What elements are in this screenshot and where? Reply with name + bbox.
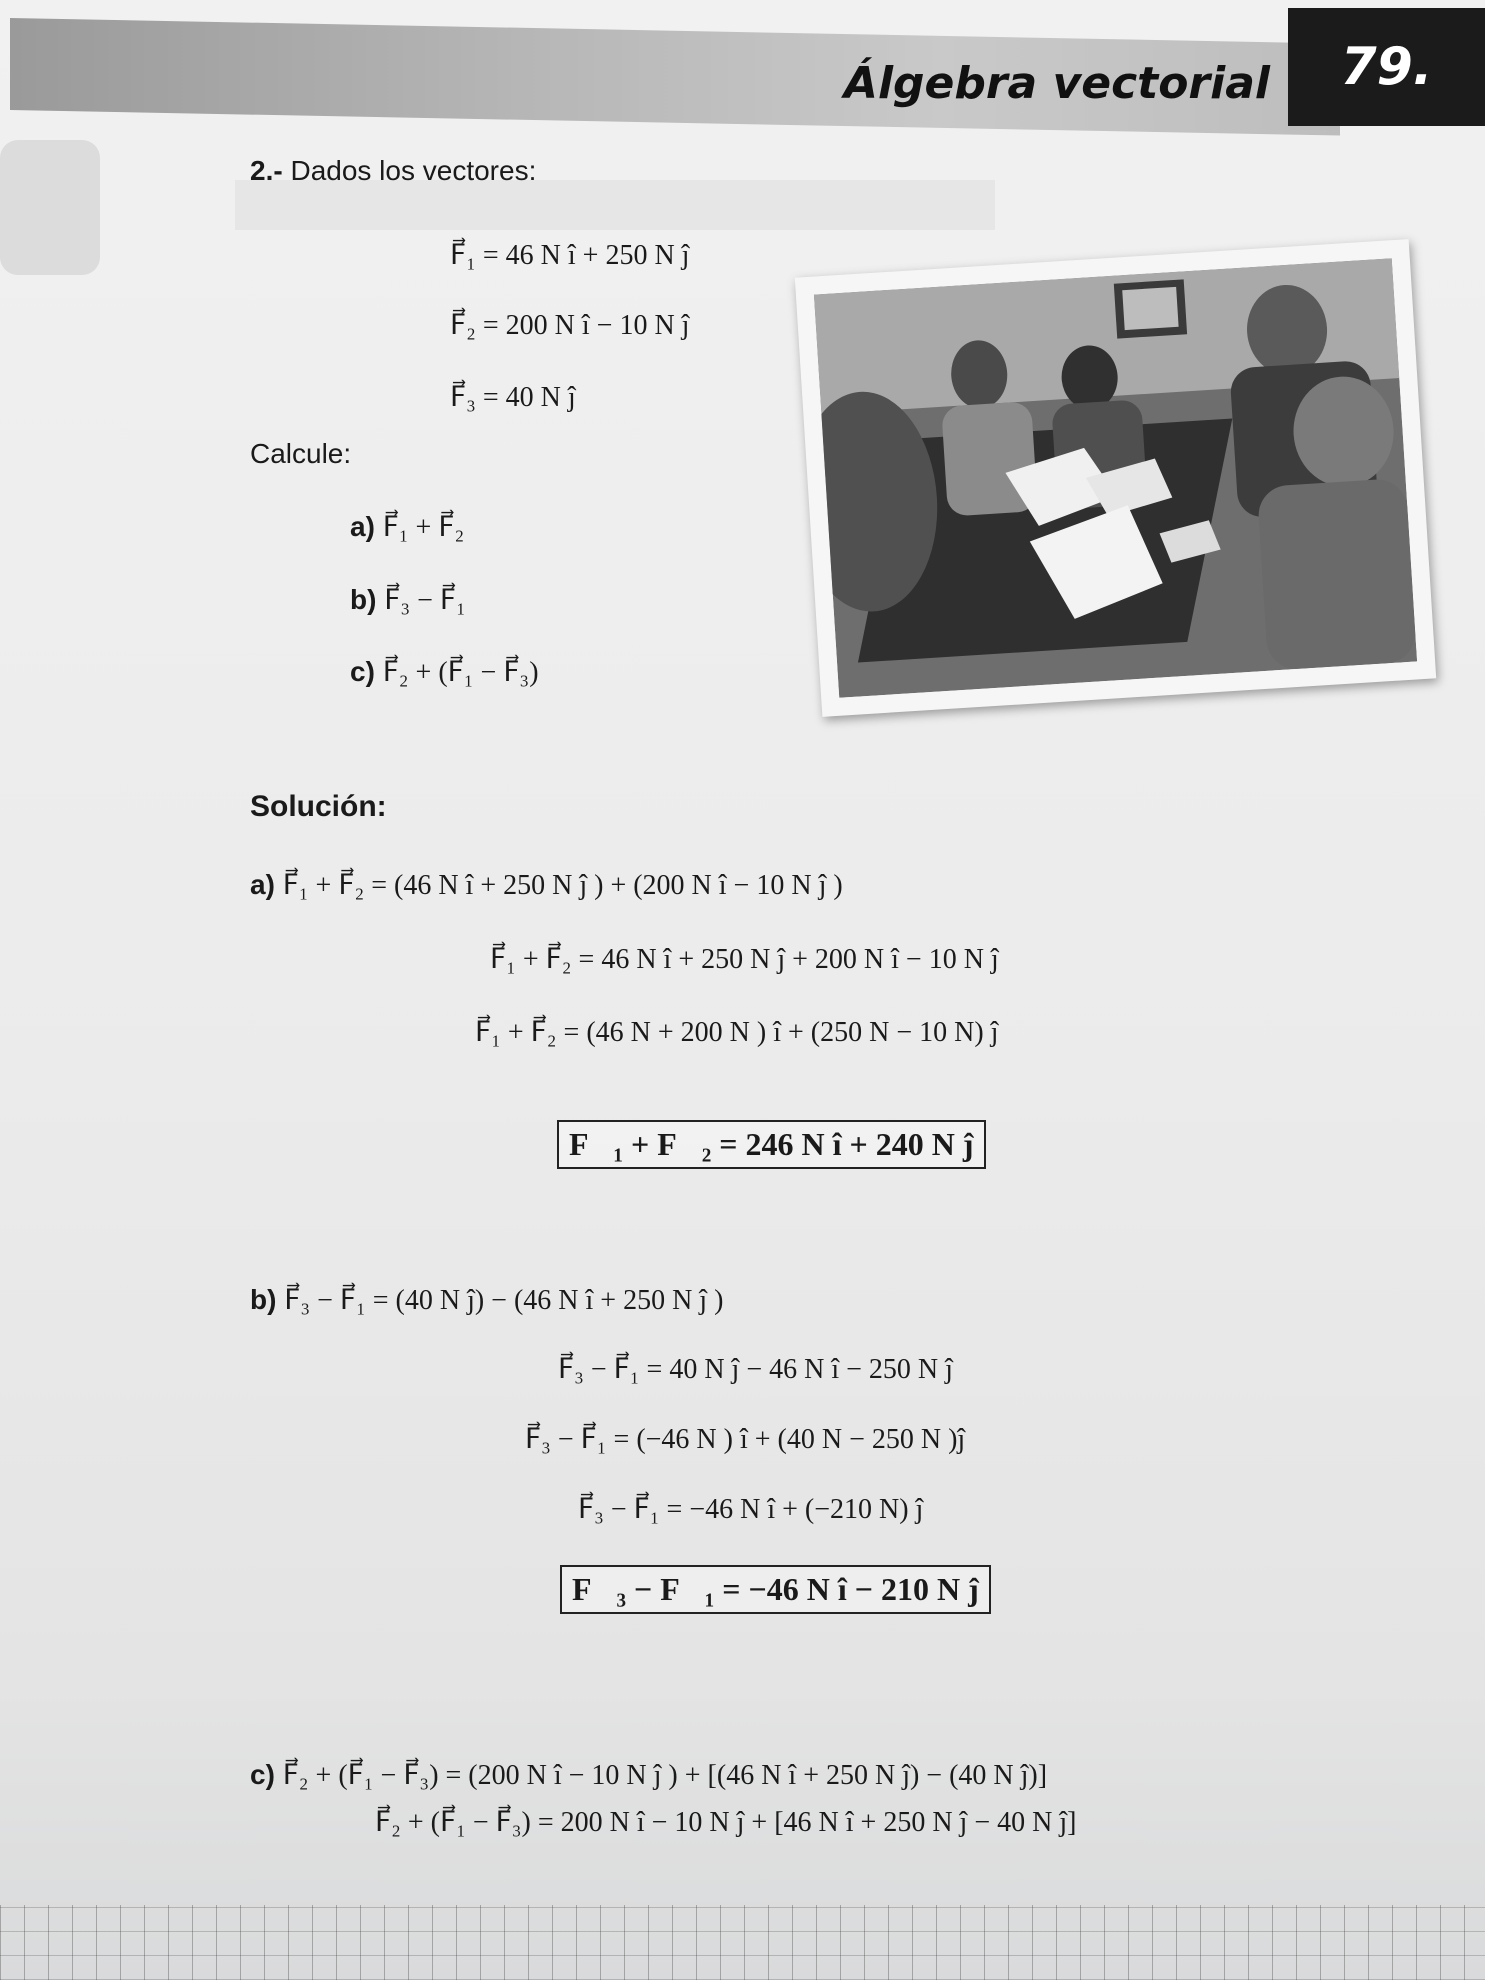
sol-a-line3: F⃗₁ + F⃗₂ = (46 N + 200 N ) î + (250 N − 10 N) ĵ xyxy=(475,1017,999,1048)
item-a-expr: F⃗₁ + F⃗₂ xyxy=(382,512,465,543)
sol-b-line4: F⃗₃ − F⃗₁ = −46 N î + (−210 N) ĵ xyxy=(578,1494,924,1525)
sol-c-label: c) xyxy=(250,1759,275,1790)
sol-b-label: b) xyxy=(250,1284,277,1315)
calc-label: Calcule: xyxy=(250,438,352,469)
vector-f2: F⃗₂ = 200 N î − 10 N ĵ xyxy=(450,310,690,341)
item-c xyxy=(350,655,539,689)
vector-f3: F⃗₃ = 40 N ĵ xyxy=(450,382,576,413)
problem-number: 2.- xyxy=(250,155,283,186)
chapter-title: Álgebra vectorial xyxy=(843,58,1270,109)
item-a xyxy=(350,510,464,544)
vector-f1: F⃗₁ = 46 N î + 250 N ĵ xyxy=(450,240,690,271)
item-b-expr: F⃗₃ − F⃗₁ xyxy=(384,585,466,616)
sol-b-line1 xyxy=(250,1283,723,1317)
sol-a-eq1: F⃗₁ + F⃗₂ = (46 N î + 250 N ĵ ) + (200 N î − 10 N ĵ ) xyxy=(282,870,843,901)
problem-intro: Dados los vectores: xyxy=(290,155,537,186)
sol-a-label: a) xyxy=(250,869,275,900)
problem-heading xyxy=(250,155,536,187)
item-c-label: c) xyxy=(350,656,375,687)
page-number: 79. xyxy=(1288,8,1485,126)
item-a-label: a) xyxy=(350,511,375,542)
sol-b-line2: F⃗₃ − F⃗₁ = 40 N ĵ − 46 N î − 250 N ĵ xyxy=(558,1354,953,1385)
solution-title: Solución: xyxy=(250,790,387,823)
page-edge-tab xyxy=(0,140,100,275)
sol-a-result: F⃗₁ + F⃗₂ = 246 N î + 240 N ĵ xyxy=(557,1120,986,1169)
item-b xyxy=(350,583,466,617)
sol-b-result: F⃗₃ − F⃗₁ = −46 N î − 210 N ĵ xyxy=(560,1565,991,1614)
show-through-band xyxy=(235,180,995,230)
sol-c-line2: F⃗₂ + (F⃗₁ − F⃗₃) = 200 N î − 10 N ĵ + [46 N î + 250 N ĵ − 40 N ĵ] xyxy=(375,1807,1077,1838)
sol-a-line2: F⃗₁ + F⃗₂ = 46 N î + 250 N ĵ + 200 N î − 10 N ĵ xyxy=(490,944,999,975)
group-study-photo xyxy=(795,239,1436,717)
sol-a-line1 xyxy=(250,868,843,902)
sol-b-line3: F⃗₃ − F⃗₁ = (−46 N ) î + (40 N − 250 N )ĵ xyxy=(525,1424,966,1455)
graph-paper-strip xyxy=(0,1905,1485,1980)
sol-c-eq1: F⃗₂ + (F⃗₁ − F⃗₃) = (200 N î − 10 N ĵ ) + [(46 N î + 250 N ĵ) − (40 N ĵ)] xyxy=(282,1760,1048,1791)
item-c-expr: F⃗₂ + (F⃗₁ − F⃗₃) xyxy=(382,657,539,688)
sol-c-line1 xyxy=(250,1758,1047,1792)
photo-scene-icon xyxy=(814,258,1417,698)
item-b-label: b) xyxy=(350,584,377,615)
sol-b-eq1: F⃗₃ − F⃗₁ = (40 N ĵ) − (46 N î + 250 N ĵ ) xyxy=(284,1285,724,1316)
